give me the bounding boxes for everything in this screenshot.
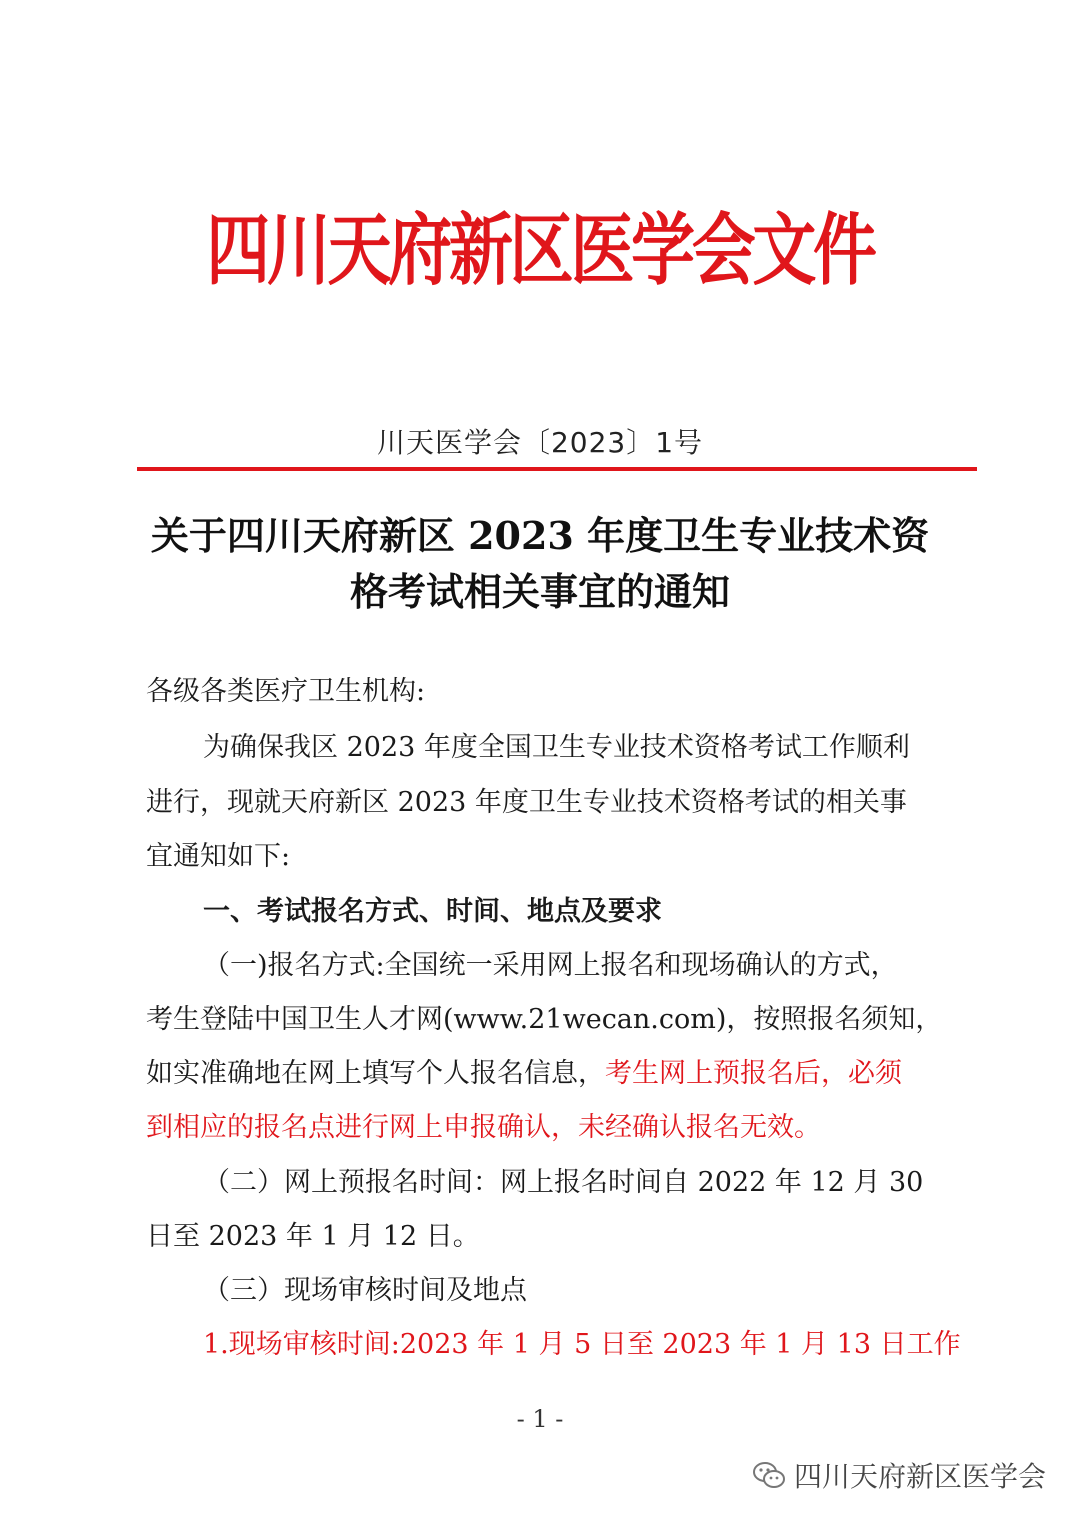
item1-review-time: 1.现场审核时间:2023 年 1 月 5 日至 2023 年 1 月 13 日工作 — [203, 1329, 961, 1360]
document-number: 川天医学会〔2023〕1号 — [376, 426, 704, 459]
sub3-heading: （三）现场审核时间及地点 — [203, 1275, 527, 1306]
document-header-title: 四川天府新区医学会文件 — [206, 206, 874, 296]
watermark — [752, 1455, 1046, 1495]
sub1-line-4-emphasis: 到相应的报名点进行网上申报确认，未经确认报名无效。 — [146, 1112, 821, 1143]
notice-title-line-1: 关于四川天府新区 2023 年度卫生专业技术资 — [150, 513, 930, 558]
wechat-icon — [752, 1460, 786, 1490]
section-1-heading: 一、考试报名方式、时间、地点及要求 — [203, 896, 662, 927]
intro-line-3: 宜通知如下: — [146, 841, 291, 872]
intro-line-2: 进行，现就天府新区 2023 年度卫生专业技术资格考试的相关事 — [146, 787, 907, 818]
notice-title — [120, 508, 960, 620]
page-number: - 1 - — [516, 1405, 564, 1433]
sub1-line-1: （一)报名方式:全国统一采用网上报名和现场确认的方式， — [203, 950, 898, 981]
sub1-line-2: 考生登陆中国卫生人才网(www.21wecan.com)，按照报名须知， — [146, 1004, 943, 1035]
red-divider-rule — [137, 467, 977, 471]
watermark-text: 四川天府新区医学会 — [793, 1460, 1046, 1493]
sub1-line-3-text: 如实准确地在网上填写个人报名信息， — [146, 1058, 605, 1089]
notice-title-line-2: 格考试相关事宜的通知 — [349, 569, 730, 614]
intro-line-1: 为确保我区 2023 年度全国卫生专业技术资格考试工作顺利 — [203, 732, 910, 763]
sub1-line-3-emphasis: 考生网上预报名后，必须 — [605, 1058, 902, 1089]
sub2-line-1: （二）网上预报名时间：网上报名时间自 2022 年 12 月 30 — [203, 1167, 924, 1198]
sub1-line-3 — [146, 1054, 946, 1094]
salutation: 各级各类医疗卫生机构: — [146, 676, 426, 707]
sub2-line-2: 日至 2023 年 1 月 12 日。 — [146, 1221, 480, 1252]
